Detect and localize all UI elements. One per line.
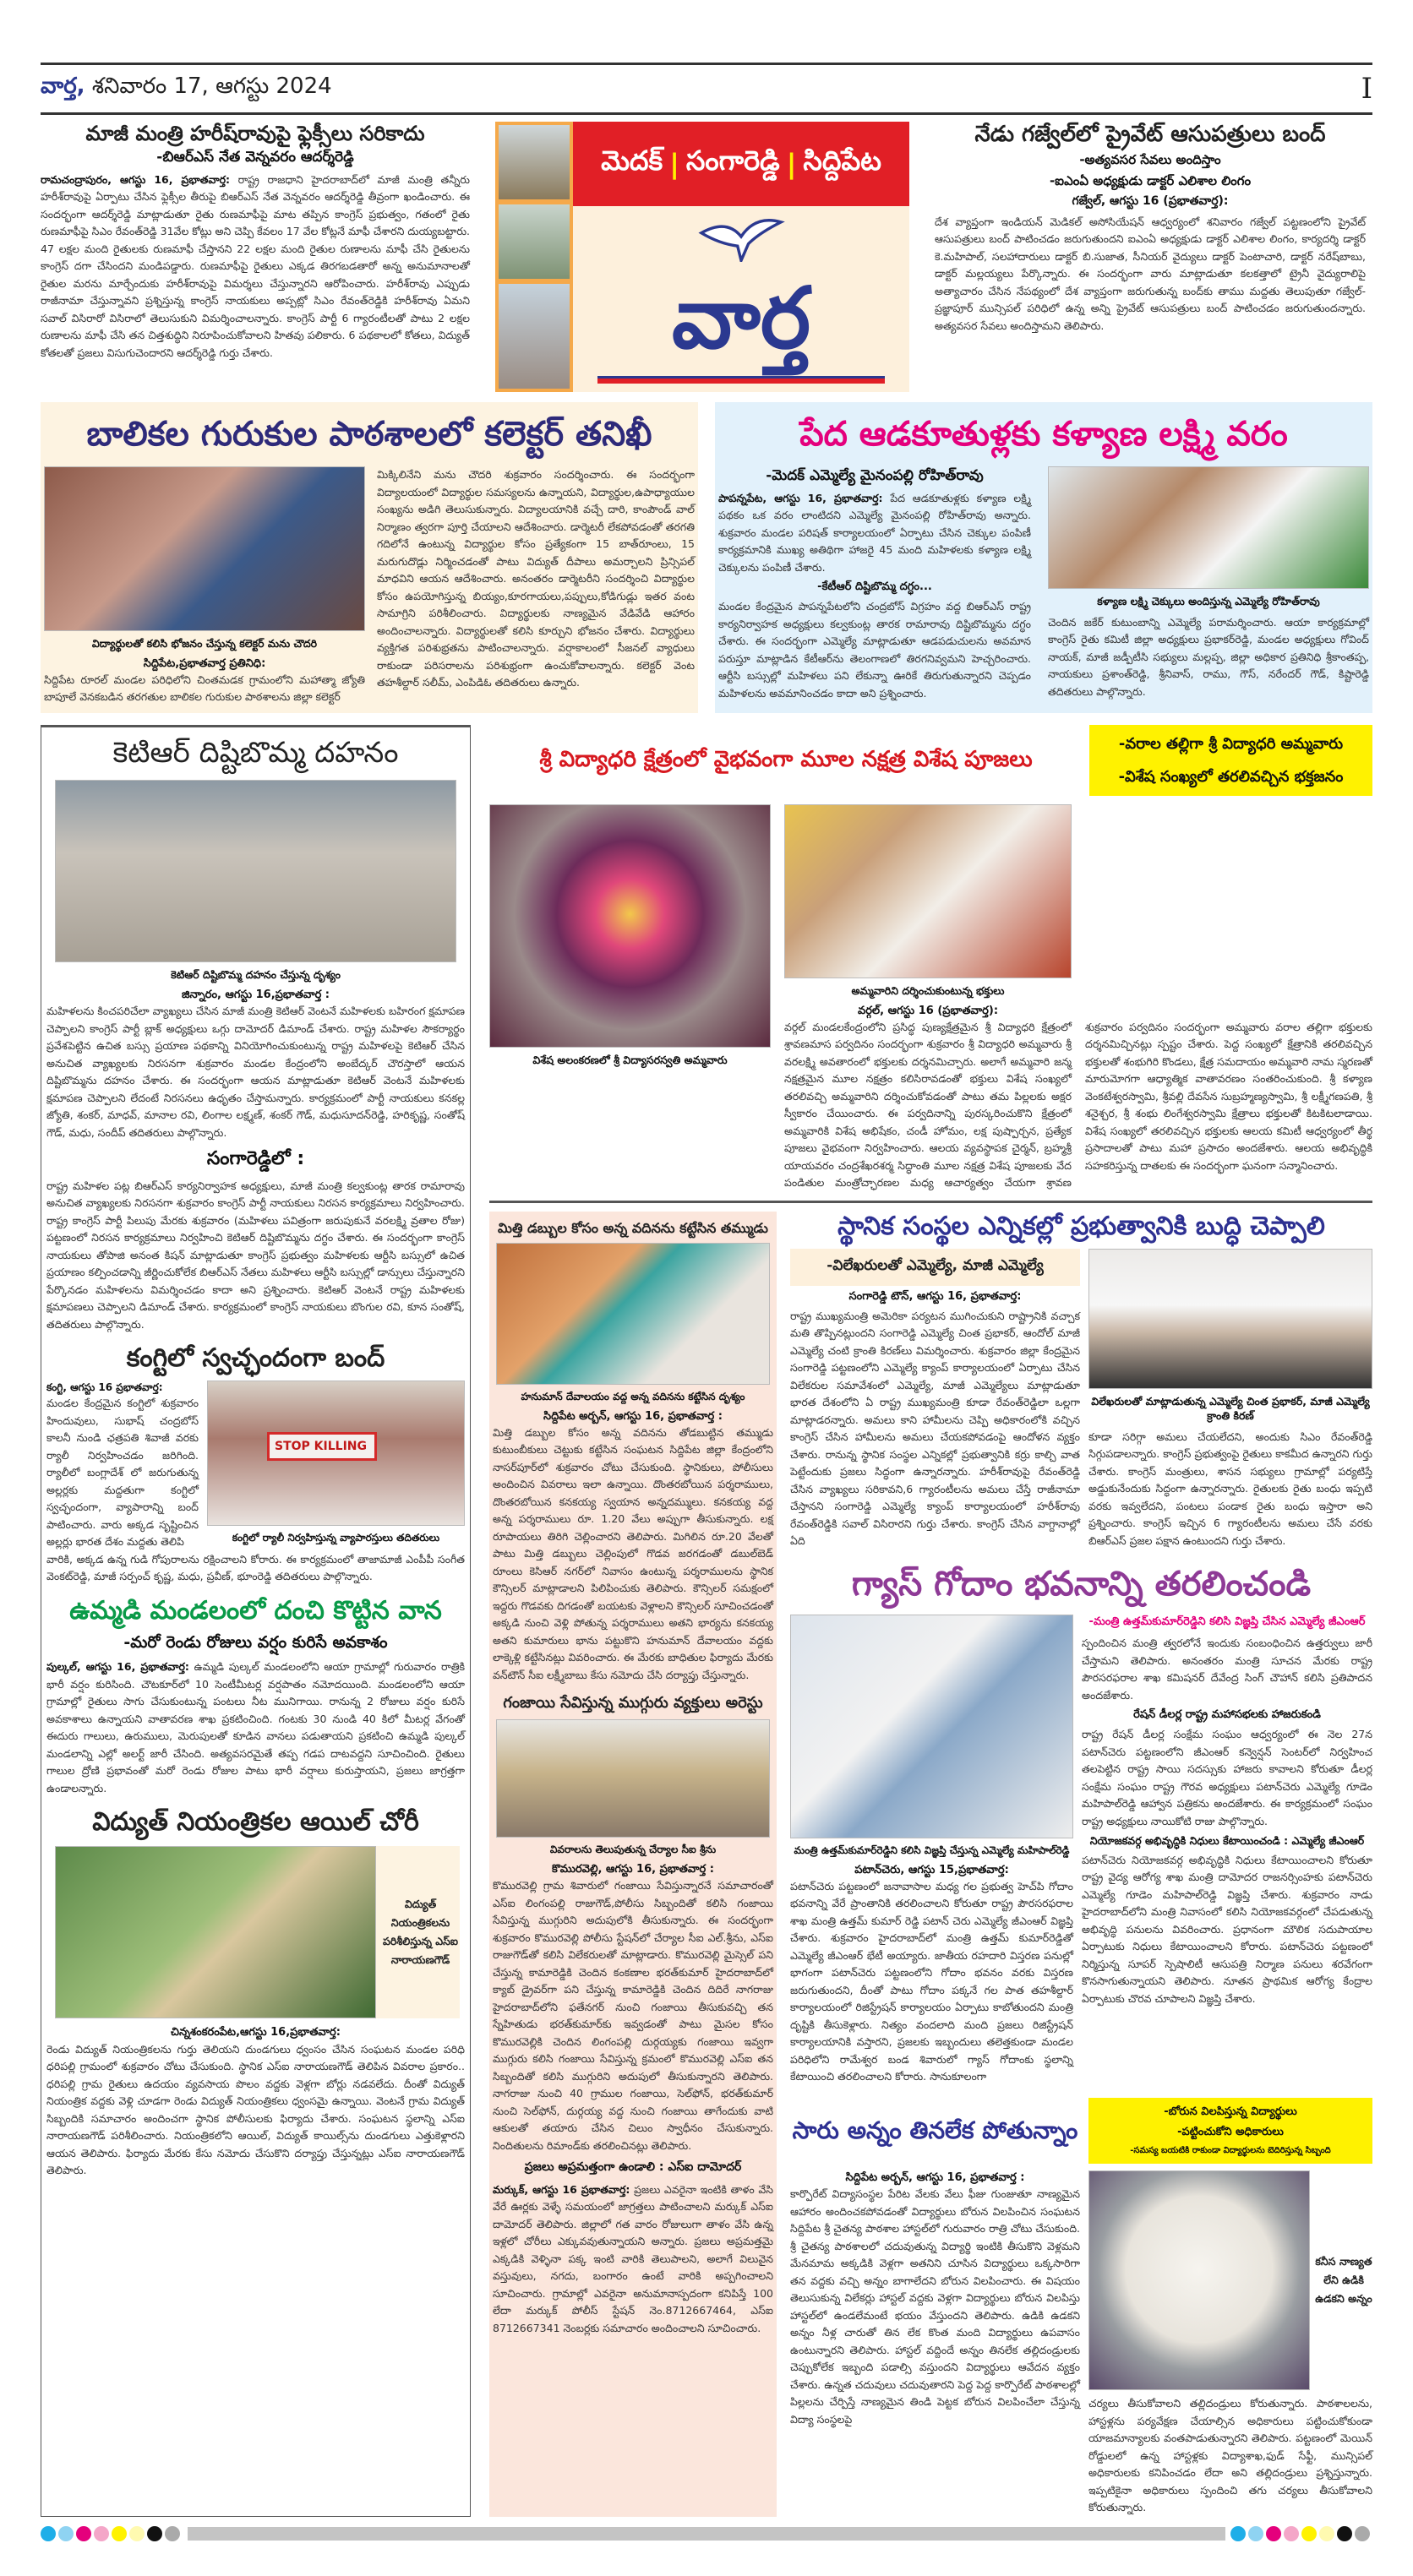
print-registration-bar bbox=[41, 2525, 1372, 2542]
headline: గ్యాస్ గోదాం భవనాన్ని తరలించండి bbox=[851, 1564, 1312, 1604]
story-gurukula bbox=[41, 402, 698, 713]
article-body: పటాన్‌చెరు పట్టణంలో జనావాసాల మధ్య గల ప్రభుత్వ హెచ్‌పి గోదాం భవనాన్ని వేరే ప్రాంతానికి తరలించాలని కోరుతూ రాష్ట్ర పౌరసరఫరాల శాఖ మంత్రి ఉత్తమ్ కుమార్ రెడ్డి పటాన్ చెరు ఎమ్మెల్యే జీఎంఆర్ విజ్ఞప్తి చేశారు. శుక్రవారం హైదరాబాద్‌లో మంత్రి ఉత్తమ్ కుమార్‌రెడ్డితో ఎమ్మెల్యే జీఎంఆర్ భేటీ అయ్యారు. జాతీయ రహదారి విస్తరణ పనుల్లో భాగంగా పటాన్‌చెరు పట్టణంలోని గోదాం భవనం వరకు విస్తరణ జరుగుతుందని, దీంతో పాటు గోదాం పక్కనే గల పాత తహశీల్దార్ కార్యాలయంలో రిజిస్ట్రేషన్ కార్యాలయం ఏర్పాటు కాబోతుందని మంత్రి దృష్టికి తీసుకెళ్లారు. నిత్యం వందలాది మంది ప్రజలు రిజిస్ట్రేషన్ కార్యాలయానికి వస్తారని, ప్రజలకు ఇబ్బందులు తలెత్తకుండా మండల పరిధిలోని రామేశ్వర బండ శివారులో గ్యాస్ గోదాంకు స్థలాన్ని కేటాయించి తరలించాలని కోరారు. సానుకూలంగా bbox=[790, 1879, 1073, 2083]
masthead-logo: వార్త bbox=[671, 269, 811, 368]
dateline: సిద్దిపేట అర్బన్, ఆగస్టు 16, ప్రభాతవార్త : bbox=[845, 2171, 1025, 2185]
photo-caption: అమ్మవారిని దర్శించుకుంటున్న భక్తులు bbox=[851, 984, 1005, 998]
subheadline: -ఐఎంఏ అధ్యక్షుడు డాక్టర్ ఎలిశాల లింగం bbox=[1049, 173, 1252, 189]
article-body: పేద ఆడకూతుళ్లకు కళ్యాణ లక్ష్మి పథకం ఒక వరం లాంటిదని ఎమ్మెల్యే మైనంపల్లి రోహిత్‌రావు అన్నారు. శుక్రవారం మండల పరిషత్ కార్యాలయంలో ఏర్పాటు చేసిన చెక్కుల పంపిణీ కార్యక్రమానికి ముఖ్య అతిథిగా హాజరై 45 మంది మహిళలకు కళ్యాణ లక్ష్మి చెక్కులను పంపిణీ చేశారు. bbox=[718, 491, 1031, 574]
subheadline: సంగారెడ్డిలో : bbox=[206, 1148, 305, 1170]
subheadline: -కేటీఆర్ దిష్టిబొమ్మ దగ్ధం... bbox=[817, 580, 932, 594]
district-band: మెదక్ | సంగారెడ్డి | సిద్దిపేట bbox=[573, 122, 909, 206]
fountain-photo bbox=[499, 204, 570, 279]
article-body: పటాన్‌చెరు నియోజకవర్గ అభివృద్ధికి నిధులు కేటాయించాలని కోరుతూ రాష్ట్ర వైద్య ఆరోగ్య శాఖ మంత్రి దామోదర రాజనర్సింహకు పటాన్‌చెరు ఎమ్మెల్యే గూడెం మహిపాల్‌రెడ్డి విజ్ఞప్తి చేశారు. శుక్రవారం నాడు హైదరాబాద్‌లోని మంత్రి నివాసంలో కలిసి నియోజకవర్గంలో చేపడుతున్న అభివృద్ధి పనులను వివరించారు. ప్రధానంగా మౌలిక సదుపాయాల ఏర్పాటుకు నిధులు కేటాయించాలని కోరారు. పటాన్‌చెరు పట్టణంలో నిర్మిస్తున్న సూపర్ స్పెషాలిటీ ఆసుపత్రి నిర్మాణ పనులు శరవేగంగా కొనసాగుతున్నాయని తెలిపారు. నూతన ప్రాథమిక ఆరోగ్య కేంద్రాల ఏర్పాటుకు చొరవ చూపాలని విజ్ఞప్తి చేశారు. bbox=[1082, 1853, 1372, 2005]
photo-caption: హనుమాన్ దేవాలయం వద్ద అన్న వదినను కట్టేసిన దృశ్యం bbox=[521, 1390, 745, 1402]
page-number: I bbox=[1361, 72, 1372, 106]
story-kalyana-lakshmi bbox=[715, 402, 1372, 713]
article-body: ప్రజలు ఎవరైనా ఇంటికి తాళం వేసి వేరే ఊర్లకు వెళ్ళే సమయంలో జాగ్రత్తలు పాటించాలని మర్కుక్ ఎస్ఐ దామోదర్ తెలిపారు. జిల్లాలో గత వారం రోజులుగా తాళం వేసి ఉన్న ఇళ్లలో చోరీలు ఎక్కువవుతున్నాయని అన్నారు. ప్రజలు అప్రమత్తమై ఎక్కడికి వెళ్ళినా పక్క ఇంటి వారికి తెలుపాలని, అలాగే విలువైన వస్తువులు, నగదు, బంగారం ఉంటే వారికి అప్పగించాలని సూచించారు. గ్రామాల్లో ఎవరైనా అనుమానాస్పదంగా కనిపిస్తే 100 లేదా మర్కుక్ పోలీస్ స్టేషన్ నెం.8712667464, ఎస్ఐ 8712667341 నెంబర్లకు సమాచారం అందించాలని సూచించారు. bbox=[493, 2182, 773, 2334]
header-paper-name: వార్త, bbox=[41, 74, 85, 99]
dateline: పాపన్నపేట, ఆగస్టు 16, ప్రభాతవార్త: bbox=[718, 491, 883, 504]
dateline: కంగ్టి, ఆగస్టు 16 ప్రభాతవార్త: bbox=[46, 1381, 163, 1394]
dateline: కొమురవెల్లి, ఆగస్టు 16, ప్రభాతవార్త : bbox=[552, 1862, 714, 1876]
second-row bbox=[41, 402, 1372, 713]
headline: బాలికల గురుకుల పాఠశాలలో కలెక్టర్ తనిఖీ bbox=[86, 415, 652, 454]
goddess-alankaram-photo bbox=[489, 804, 771, 1048]
logo-underline bbox=[597, 376, 885, 384]
minister-meeting-photo bbox=[790, 1615, 1073, 1838]
ganja-arrest-photo bbox=[496, 1719, 770, 1838]
devotees-darshan-photo bbox=[784, 804, 1072, 978]
article-body: ఉమ్మడి పుల్కల్ మండలంలోని ఆయా గ్రామాల్లో గురువారం రాత్రికి భారీ వర్షం కురిసింది. చౌటకూర్‌లో 10 సెంటీమీటర్ల వర్షపాతం నమోదయింది. మండలంలోని ఆయా గ్రామాల్లో రైతులు సాగు చేసుకుంటున్న పంటలు నీట మునిగాయి. రానున్న 2 రోజులు వర్షం కురిసే అవకాశాలు ఉన్నాయని వాతావరణ శాఖ ప్రకటించింది. గంటకు 30 నుండి 40 కిలో మీటర్ల వేగంతో ఈదురు గాలులు, ఉరుములు, మెరుపులతో కూడిన వానలు పడుతాయని ప్రకటించి ఉమ్మడి పుల్కల్ మండలాన్ని ఎల్లో అలర్ట్ జారీ చేసింది. అత్యవసరమైతే తప్ప గడప దాటవద్దని సూచించింది. రైతులు గాలుల ద్రోణి ప్రభావంతో మరో రెండు రోజుల పాటు భారీ వర్షాలు కురుస్తాయని, ప్రజలు జాగ్రత్తగా ఉండాలన్నారు. bbox=[46, 1660, 465, 1794]
story-gajwel bbox=[935, 122, 1366, 335]
article-body: వారికి, అక్కడ ఉన్న గుడి గోపురాలను రక్షించాలని కోరారు. ఈ కార్యక్రమంలో తాజామాజీ ఎంపీపీ సంగీత వెంకట్‌రెడ్డి, మాజీ సర్పంచ్ కృష్ణ, మధు, ప్రవీణ్, భూంరెడ్డి తదితరులు పాల్గొన్నారు. bbox=[46, 1552, 465, 1583]
headline: పేద ఆడకూతుళ్లకు కళ్యాణ లక్ష్మి వరం bbox=[799, 415, 1288, 454]
dateline: పటాన్‌చెరు, ఆగస్టు 15,ప్రభాతవార్త: bbox=[854, 1863, 1009, 1876]
photo-caption: విద్యార్థులతో కలిసి భోజనం చేస్తున్న కలెక్టర్ మను చౌదరి bbox=[91, 637, 318, 650]
article-body: చర్యలు తీసుకోవాలని తల్లిదండ్రులు కోరుతున్నారు. పాఠశాలలను, హాస్టళ్లను పర్యవేక్షణ చేయాల్సిన అధికారులు పట్టించుకోకుండా యాజమాన్యాలకు వంతపాడుతున్నారని తెలిపారు. పట్టణంలో మెయిన్ రోడ్డులలో ఉన్న హాస్టళ్లకు విద్యాశాఖ,ఫుడ్ సేఫ్టీ, మున్సిపల్ అధికారులకు కనిపించడం లేదా అని తల్లిదండ్రులు ప్రశ్నిస్తున్నారు. ఇప్పటికైనా అధికారులు స్పందించి తగు చర్యలు తీసుకోవాలని కోరుతున్నారు. bbox=[1088, 2397, 1372, 2514]
dateline: సిద్దిపేట అర్బన్, ఆగస్టు 16, ప్రభాతవార్త : bbox=[543, 1409, 723, 1423]
subheadline: -పట్టించుకోని అధికారులు bbox=[1177, 2126, 1284, 2139]
district-siddipet: సిద్దిపేట bbox=[803, 144, 881, 177]
headline: నేడు గజ్వేల్‌లో ప్రైవేట్ ఆసుపత్రులు బంద్ bbox=[974, 122, 1326, 147]
subheadline: -మరో రెండు రోజులు వర్షం కురిసే అవకాశం bbox=[123, 1632, 388, 1652]
photo-caption: మంత్రి ఉత్తమ్‌కుమార్‌రెడ్డిని కలిసి విజ్ఞప్తి చేస్తున్న ఎమ్మెల్యే మహిపాల్‌రెడ్డి bbox=[794, 1844, 1070, 1856]
subheadline: నియోజకవర్గ అభివృద్ధికి నిధులు కేటాయించండి : ఎమ్మెల్యే జీఎంఆర్ bbox=[1089, 1834, 1365, 1848]
subheadline: -సమస్య బయటికి రాకుండా విద్యార్థులను బెదిరిస్తున్న సిబ్బంది bbox=[1130, 2146, 1331, 2156]
left-column bbox=[41, 725, 471, 2517]
headline: మిత్తి డబ్బుల కోసం అన్న వదినను కట్టేసిన తమ్ముడు bbox=[498, 1219, 768, 1236]
highlight-box bbox=[1089, 725, 1372, 796]
collector-lunch-photo bbox=[44, 466, 365, 631]
article-body: రాష్ట్ర ముఖ్యమంత్రి అమెరికా పర్యటన ముగించుకుని రాష్ట్రానికి వచ్చాక మతి తొప్పినట్లుందని సంగారెడ్డి ఎమ్మెల్యే చింత ప్రభాకర్, ఆందోల్ మాజీ ఎమ్మెల్యే చంటి క్రాంతి కిరణ్‌లు విమర్శించారు. శుక్రవారం జిల్లా కేంద్రమైన సంగారెడ్డి పట్టణంలోని ఎమ్మెల్యే క్యాంప్ కార్యాలయంలో ఏర్పాటు చేసిన విలేకరుల సమావేశంలో ఎమ్మెల్యే, మాజీ ఎమ్మెల్యేలు మాట్లాడుతూ భారత దేశంలోని ఏ రాష్ట్ర ముఖ్యమంత్రి కూడా రేవంత్‌రెడ్డిలా ఒల్లగా మాట్లాడరన్నారు. అమలు కాని హామీలను చెప్పి అధికారంలోకి వచ్చిన కాంగ్రెస్ చేసిన హామీలను అమలు చేయకపోవడంపై ఆందోళన వ్యక్తం చేశారు. రానున్న స్థానిక సంస్థల ఎన్నికల్లో ప్రభుత్వానికి కర్రు కాల్చి వాత పెట్టేందుకు ప్రజలు సిద్ధంగా ఉన్నారన్నారు. హరీశ్‌రావుపై రేవంత్‌రెడ్డి చేసిన వ్యాఖ్యలు సరికావని,6 గ్యారంటీలను అమలు చేస్తే రాజీనామా చేస్తానని సంగారెడ్డి ఎమ్మెల్యే క్యాంప్ కార్యాలయంలో హరీశ్‌రావు రేవంత్‌రెడ్డికి సవాల్ విసిరారని గుర్తు చేశారు. కాంగ్రెస్ చేసిన వాగ్దానాల్లో ఏది bbox=[790, 1309, 1080, 1548]
subheadline: -విశేష సంఖ్యలో తరలివచ్చిన భక్తజనం bbox=[1118, 767, 1344, 786]
article-body: చెందిన జకేర్ కుటుంబాన్ని ఎమ్మెల్యే పరామర్శించారు. ఆయా కార్యక్రమాల్లో కాంగ్రెస్ రైతు కమిటీ జిల్లా అధ్యక్షులు ప్రభాకర్‌రెడ్డి, మండల అధ్యక్షులు గోవింద్ నాయక్, మాజీ జడ్పీటీసి సభ్యులు మల్లప్ప, జిల్లా అధికార ప్రతినిధి శ్రీకాంతప్ప, నాయకులు ప్రశాంత్‌రెడ్డి, శ్రీనివాస్, రాము, గౌస్, నరేందర్ గౌడ్, కిష్టారెడ్డి తదితరులు పాల్గొన్నారు. bbox=[1048, 615, 1369, 698]
article-body: కార్పొరేట్ విద్యాసంస్థల పేరిట వేలకు వేలు ఫీజు గుంజుతూ నాణ్యమైన ఆహారం అందించకపోవడంతో విద్యార్థులు బోరున విలపించిన సంఘటన సిద్దిపేట శ్రీ చైతన్య పాఠశాల హాస్టల్‌లో గురువారం రాత్రి చోటు చేసుకుంది. శ్రీ చైతన్య పాఠశాలలో చదువుతున్న విద్యార్థి ఇంటికి తీసుకొని వెళ్లమని మేనమామ అక్కడికి వెళ్లగా అతనిని చూసిన విద్యార్థులు ఒక్కసారిగా తన వద్దకు వచ్చి అన్నం బాగాలేదని బోరున విలపించారు. ఈ విషయం తెలుసుకున్న విలేకర్లు హాస్టల్ వద్దకు వెళ్లగా విద్యార్థులు బోరున విలపిస్తు హాస్టల్‌లో ఉండలేమంటే భయం వేస్తుందని తెలిపారు. ఉడికి ఉడకని అన్నం నీళ్ల చారుతో తిన లేక కొంత మంది విద్యార్థులు ఉపవాసం ఉంటున్నారని తెలిపారు. హాస్టల్ వద్దిందే అన్నం తినలేక తల్లిదండ్రులకు చెప్పుకోలేక ఇబ్బంది పడాల్సి వస్తుందని విద్యార్థులు ఆవేదన వ్యక్తం చేశారు. ఉన్నత చదువులు చదువుతారని పెద్ద పెద్ద కార్పొరేట్ పాఠశాలల్లో పిల్లలను చేర్పిస్తే నాణ్యమైన తిండి పెట్టక బోరున విలపించేలా చేస్తున్న విద్యా సంస్థలపై bbox=[790, 2187, 1080, 2426]
press-meet-photo bbox=[1088, 1249, 1372, 1389]
dove-icon bbox=[690, 211, 792, 265]
vidyadhari-header bbox=[489, 725, 1372, 796]
photo-caption: విలేఖరులతో మాట్లాడుతున్న ఎమ్మెల్యే చింత ప్రభాకర్, మాజీ ఎమ్మెల్యే క్రాంతి కిరణ్ bbox=[1091, 1394, 1370, 1423]
headline: కెటిఆర్ దిష్టిబొమ్మ దహనం bbox=[112, 735, 399, 770]
photo-caption: వివరాలను తెలుపుతున్న చేర్యాల సీఐ శ్రీను bbox=[549, 1844, 717, 1856]
photo-caption: విశేష అలంకరణలో శ్రీ విద్యాసరస్వతి అమ్మవారు bbox=[532, 1054, 728, 1067]
masthead bbox=[495, 122, 909, 392]
header-dateline bbox=[41, 74, 332, 104]
church-photo bbox=[499, 284, 570, 389]
article-body: స్పందించిన మంత్రి త్వరలోనే ఇందుకు సంబంధించిన ఉత్తర్వులు జారీ చేస్తామని తెలిపారు. అనంతరం మంత్రి సూచన మేరకు రాష్ట్ర పౌరసరఫరాల శాఖ కమిషనర్ దేవేంద్ర సింగ్ చౌహాన్ కలిసి ప్రతిపాదన అందజేశారు. bbox=[1082, 1637, 1372, 1702]
headline: గంజాయి సేవిస్తున్న ముగ్గురు వ్యక్తులు అరెస్టు bbox=[503, 1694, 763, 1713]
article-body: వర్గల్ మండలకేంద్రంలోని ప్రసిద్ధ పుణ్యక్షేత్రమైన శ్రీ విద్యాధరి క్షేత్రంలో శ్రావణమాస పర్వదినం సందర్భంగా శుక్రవారం శ్రీ విద్యాధరి అమ్మవారు శ్రీ వరలక్ష్మి అవతారంలో భక్తులకు దర్శనమిచ్చారు. అలాగే అమ్మవారి జన్మ నక్షత్రమైన మూల నక్షత్రం కలిసిరావడంతో భక్తులు విశేష సంఖ్యలో తరలివచ్చి అమ్మవారిని దర్శించుకోవడంతో పాటు తమ పిల్లలకు అక్షర స్వీకారం చేయించారు. ఈ పర్వదినాన్ని పురస్కరించుకొని క్షేత్రంలో అమ్మవారికి విశేష అభిషేకం, చండీ హోమం, లక్ష పుష్పార్చన, ప్రత్యేక పూజలు వైభవంగా నిర్వహించారు. ఆలయ వ్యవస్థాపక చైర్మన్, బ్రహ్మశ్రీ యాయవరం చంద్రశేఖరశర్మ సిద్ధాంతి మూల నక్షత్ర విశేష పూజలకు వేద పండితుల మంత్రోచ్ఛారణల మధ్య ఆచార్యత్వం చేయగా శ్రావణ శుక్రవారం పర్వదినం సందర్భంగా అమ్మవారు వరాల తల్లిగా భక్తులకు దర్శనమిచ్చినట్లు స్పష్టం చేశారు. పెద్ద సంఖ్యలో క్షేత్రానికి తరలివచ్చిన భక్తులతో శంభుగిరి కొండలు, క్షేత్ర సమదాయం అమ్మవారి నామ స్మరణతో మారుమోగగా ఆధ్యాత్మిక వాతావరణం సంతరించుకుంది. శ్రీ కళ్యాణ వెంకటేశ్వరస్వామి, శ్రీవల్లి దేవసేన సుబ్రహ్మణ్యస్వామి, శ్రీ లక్ష్మీగణపతి, శ్రీ శనైశ్చర, శ్రీ శంభు లింగేశ్వరస్వామి క్షేత్రాలు భక్తులతో కిటకిటలాడాయి. విశేష సంఖ్యలో తరలివచ్చిన భక్తులకు ఆలయ కమిటీ ఆధ్వర్యంలో తీర్థ ప్రసాదాలతో పాటు మహా ప్రసాదం అందజేశారు. ఆలయ అభివృద్ధికి సహకరిస్తున్న దాతలకు ఈ సందర్భంగా ఘనంగా సన్మానించారు. bbox=[784, 1020, 1372, 1190]
top-row bbox=[41, 122, 1372, 392]
headline: కంగ్టిలో స్వచ్ఛందంగా బంద్ bbox=[126, 1343, 385, 1374]
header-dateline-row bbox=[41, 65, 1372, 112]
subheadline: -విలేఖరులతో ఎమ్మెల్యే, మాజీ ఎమ్మెల్యే bbox=[790, 1249, 1080, 1286]
subheadline: ప్రజలు అప్రమత్తంగా ఉండాలి : ఎస్ఐ దామోదర్ bbox=[524, 2160, 742, 2174]
header-date: శనివారం 17, ఆగస్టు 2024 bbox=[91, 74, 332, 99]
section-divider bbox=[489, 1201, 1372, 1203]
article-body: రెండు విద్యుత్ నియంత్రికలను గుర్తు తెలియని దుండగులు ధ్వంసం చేసిన సంఘటన మండల పరిధి ధరిపల్లి గ్రామంలో శుక్రవారం చోటు చేసుకుంది. స్థానిక ఎస్ఐ నారాయణగౌడ్ తెలిపిన వివరాల ప్రకారం.. ధరిపల్లి గ్రామ రైతులు ఉదయం వ్యవసాయ పొలం వద్దకు వెళ్లగా బోర్లు నడవలేదు. దీంతో విద్యుత్ నియంత్రిక వద్దకు వెళ్లి చూడగా రెండు విద్యుత్ నియంత్రికలు ధ్వంసమై ఉన్నాయి. వెంటనే గ్రామ విద్యుత్ సిబ్బందికి సమాచారం అందించగా స్థానిక పోలీసులకు ఫిర్యాదు చేశారు. సంఘటన స్థలాన్ని ఎస్ఐ నారాయణగౌడ్ పరిశీలించారు. నియంత్రికలోని ఆయిల్, విద్యుత్ కాయిల్స్‌ను దుండగులు ఎత్తుకెళ్లారని ఆయన తెలిపారు. ఫిర్యాదు మేరకు కేసు నమోదు చేసుకొని దర్యాప్తు చేస్తున్నట్లు ఎస్ఐ నారాయణగౌడ్ తెలిపారు. bbox=[46, 2042, 465, 2177]
article-body: మహిళలను కించపరిచేలా వ్యాఖ్యలు చేసిన మాజీ మంత్రి కెటిఆర్ వెంటనే మహిళలకు బహిరంగ క్షమాపణ చెప్పాలని కాంగ్రెస్ పార్టీ బ్లాక్ అధ్యక్షులు ఒగ్గు దామోదర్ డిమాండ్ చేశారు. రాష్ట్ర మహిళల సౌకర్యార్థం ప్రవేశపెట్టిన ఉచిత బస్సు ప్రయాణ పథకాన్ని వినియోగించుకుంటున్న రాష్ట్ర మహిళలపై కెటిఆర్ చేసిన అనుచిత వ్యాఖ్యలకు నిరసనగా శుక్రవారం మండల కేంద్రంలోని అంబేద్కర్ చౌరస్తాలో ఆయన దిష్టిబొమ్మను దహనం చేశారు. ఈ సందర్భంగా ఆయన మాట్లాడుతూ కెటిఆర్ వెంటనే మహిళలకు క్షమాపణ చెప్పాలని లేదంటే నిరసనలు ఉధృతం చేస్తామన్నారు. కార్యక్రమంలో పార్టీ నాయకులు కనకల్ల జ్యోతి, శంకర్, మాధవ్, మానాల రవి, లింగాల లక్ష్మణ్, శంకర్ గౌడ్, మధుసూదన్‌రెడ్డి, హరికృష్ణ, సంతోష్ గౌడ్, మధు, సందీప్ తదితరులు పాల్గొన్నారు. bbox=[46, 1005, 465, 1139]
dateline: పుల్కల్, ఆగస్టు 16, ప్రభాతవార్త: bbox=[46, 1660, 189, 1674]
district-medak: మెదక్ bbox=[601, 144, 663, 177]
headline: ఉమ్మడి మండలంలో దంచి కొట్టిన వాన bbox=[69, 1595, 442, 1626]
photo-caption: కంగ్టిలో ర్యాలీ నిర్వహిస్తున్న వ్యాపారస్తులు తదితరులు bbox=[232, 1532, 440, 1544]
headline: మాజీ మంత్రి హరీష్‌రావుపై ఫ్లెక్సీలు సరికాదు bbox=[85, 122, 425, 145]
masthead-main bbox=[573, 122, 909, 392]
dateline: చిన్నశంకరంపేట,ఆగస్టు 16,ప్రభాతవార్త: bbox=[171, 2026, 341, 2040]
temple-photo bbox=[499, 125, 570, 199]
subheadline: రేషన్ డీలర్ల రాష్ట్ర మహాసభలకు హాజరుకండి bbox=[1133, 1708, 1321, 1722]
lower-section bbox=[41, 725, 1372, 2517]
undercooked-rice-photo bbox=[1088, 2170, 1310, 2390]
headline: స్థానిక సంస్థల ఎన్నికల్లో ప్రభుత్వానికి బుద్ధి చెప్పాలి bbox=[837, 1211, 1325, 1241]
district-sangareddy: సంగారెడ్డి bbox=[685, 144, 780, 177]
article-body: రాష్ట్ర రాజధాని హైదరాబాద్‌లో మాజీ మంత్రి తన్నీరు హరీశ్‌రావుపై ఏర్పాటు చేసిన ఫ్లెక్సీల తీరుపై బిఆర్ఎస్ నేత వెన్నవరం ఆదర్శ్‌రెడ్డి తీవ్రంగా ఖండించారు. ఈ సందర్భంగా ఆదర్శ్‌రెడ్డి మాట్లాడుతూ రైతు రుణమాఫీపై మాట తప్పిన కాంగ్రెస్ ప్రభుత్వం, గతంలో రైతు రుణమాఫీపై సిఎం రేవంత్‌రెడ్డి 31వేల కోట్లు అని చెప్పి కేవలం 17 వేల కోట్లనే మాఫీ చేశారని దుయ్యబట్టారు. 47 లక్షల మంది రైతులకు రుణమాఫీ చేస్తానని 22 లక్షల మంది రైతుల రుణాలను మాఫీ చేసి రైతులను కాంగ్రెస్ దగా చేసిందని మండిపడ్డారు. రుణమాఫీపై రైతులు ఎక్కడ తిరగబడతారో అన్న అనుమానాలతో రైతుల మరను మార్చేందుకు హరీశ్‌రావుపై విమర్శలు చేస్తున్నారని ఆరోపించారు. హరీశ్‌రావు ఎప్పుడు రాజీనామా చేస్తున్నావని ప్రశ్నిస్తున్న కాంగ్రెస్ నాయకులు అప్పట్లో సిఎం రేవంత్‌రెడ్డికి హరీశ్‌రావు ఏమని సవాల్ విసిరారో విసిరాలో తెలుసుకుని విమర్శించాలన్నారు. కాంగ్రెస్ పార్టీ 6 గ్యారంటీలతో పాటు 2 లక్షల రుణాలను మాఫీ చేసి తన చిత్తశుద్ధిని నిరూపించుకోవాలని హితవు పలికారు. 6 పథకాలలో కోతలు, విద్యుత్ కోతలతో ప్రజలు విసుగుచెందారని ఆదర్శ్‌రెడ్డి గుర్తు చేశారు. bbox=[41, 172, 471, 359]
right-stories bbox=[790, 1212, 1372, 2517]
stop-killing-banner: STOP KILLING bbox=[267, 1432, 377, 1461]
article-body: మండల కేంద్రమైన పాపన్నపేటలోని చంద్రబోస్ విగ్రహం వద్ద బిఆర్ఎస్ రాష్ట్ర కార్యనిర్వాహక అధ్యక్షులు కల్వకుంట్ల తారక రామారావు దిష్టిబొమ్మను దగ్ధం చేశారు. ఈ సందర్భంగా ఎమ్మెల్యే మాట్లాడుతూ ఆడపడుచులను అవమాన పరుస్తూ మాట్లాడిన కేటీఆర్‌ను తెలంగాణలో తిరగనివ్వమని హెచ్చరించారు. ఆర్టీసి బస్సుల్లో మహిళలు పని లేకున్నా ఊరికే తిరుగుతున్నారని చెప్పడం మహిళలను అవమానించడం కాదా అని ప్రశ్నించారు. bbox=[718, 600, 1031, 700]
highlight-box bbox=[1088, 2098, 1372, 2164]
headline: సారు అన్నం తినలేక పోతున్నాం bbox=[792, 2116, 1078, 2145]
middle-column bbox=[489, 1212, 777, 2517]
masthead-photo-strip bbox=[495, 122, 573, 392]
header-bottom-rule bbox=[41, 112, 1372, 115]
subheadline: -బిఆర్ఎస్ నేత వెన్నవరం ఆదర్శ్‌రెడ్డి bbox=[156, 148, 354, 166]
photo-caption: కనీస నాణ్యత లేని ఉడికి ఉడకని అన్నం bbox=[1315, 2255, 1372, 2306]
article-body: మిత్తి డబ్బుల కోసం అన్న వదినను తోడబుట్టిన తమ్ముడు కుటుంబీకులు చెట్టుకు కట్టేసిన సంఘటన సిద్దిపేట జిల్లా కేంద్రంలోని నాసర్‌పూర్‌లో శుక్రవారం చోటు చేసుకుంది. స్థానికులు, పోలీసులు అందించిన వివరాలు ఇలా ఉన్నాయి. దొంతరబోయిన పర్శరాములు, దొంతరబోయిన కనకయ్య స్వయాన అన్నదమ్ములు. కనకయ్య వద్ద అన్న పర్శరాములు రూ. 1.20 వేలు అప్పుగా తీసుకున్నారు. లక్ష రూపాయలు తిరిగి చెల్లించారని తెలిపారు. మిగిలిన రూ.20 వేలతో పాటు మిత్తి డబ్బులు చెల్లింపులో గొడవ జరగడంతో డబుల్‌బెడ్ రూంలు కెసిఆర్ నగర్‌లో నివాసం ఉంటున్న పర్శరాములను స్థానిక కౌన్సిలర్ మాట్లాడాలని పిలిపించుకు తెలిపారు. కౌన్సిలర్ సమక్షంలో ఇద్దరు గొడవకు దిగడంతో బయటకు వెళ్లాలని కౌన్సిలర్ సూచించడంతో అక్కడి నుంచి వెళ్లి పోతున్న పర్శరాములు అతని భార్యను కనకయ్య అతని కుమారులు భాను పట్టుకొని హనుమాన్ దేవాలయం వద్దకు లాక్కెళ్లి కట్టేసినట్లు వివరించారు. ఈ మేరకు బాధితుల ఫిర్యాదు మేరకు వన్‌టౌన్ సీఐ లక్ష్మీబాబు కేసు నమోదు చేసి దర్యాప్తు చేస్తున్నారు. bbox=[493, 1425, 773, 1681]
cheque-distribution-photo bbox=[1048, 466, 1369, 589]
dateline: సంగారెడ్డి టౌన్, ఆగస్టు 16, ప్రభాతవార్త: bbox=[848, 1289, 1022, 1303]
ktr-effigy-burning-photo bbox=[55, 780, 456, 962]
kangti-rally-photo bbox=[207, 1381, 465, 1526]
top-margin bbox=[41, 0, 1372, 63]
headline: విద్యుత్ నియంత్రికల ఆయిల్ చోరీ bbox=[92, 1807, 419, 1838]
article-body: మండల కేంద్రమైన కంగ్టిలో శుక్రవారం హిందువులు, సుభాష్ చంద్రబోస్ కాలనీ నుండి ఛత్రపతి శివాజీ వరకు ర్యాలీ నిర్వహించడం జరిగింది. ర్యాలీలో బంగ్లాదేశ్ లో జరుగుతున్న అల్లర్లకు మద్దతుగా కంగ్టిలో స్వచ్ఛందంగా, వ్యాపారాన్ని బంద్ పాటించారు. వారు అక్కడ సృష్టించిన అల్లర్లు భారత దేశం మద్దతు తెలిపి bbox=[46, 1397, 199, 1549]
photo-caption: కళ్యాణ లక్ష్మి చెక్కులు అందిస్తున్న ఎమ్మెల్యే రోహిత్‌రావు bbox=[1097, 595, 1320, 607]
vidyadhari-story bbox=[489, 804, 1372, 1192]
dateline: వర్గల్, ఆగస్టు 16 (ప్రభాతవార్త): bbox=[857, 1004, 999, 1017]
article-body: కూడా సరిగ్గా అమలు చేయలేదని, అందుకు సిఎం రేవంత్‌రెడ్డి సిగ్గుపడాలన్నారు. కాంగ్రెస్ ప్రభుత్వంపై రైతులు కాకమీద ఉన్నారని గుర్తు చేశారు. కాంగ్రెస్ మంత్రులు, శాసన సభ్యులు గ్రామాల్లో పర్యటిస్తే అడ్డుకునేందుకు సిద్ధంగా ఉన్నారన్నారు. రైతులకు రైతు బంధు ఇప్పటి వరకు ఇవ్వలేదని, పంటలు పండాక రైతు బంధు ఇస్తారా అని ప్రశ్నించారు. కాంగ్రెస్ ఇచ్చిన 6 గ్యారంటీలను అమలు చేసే వరకు బిఆర్ఎస్ ప్రజల పక్షాన ఉంటుందని గుర్తు చేశారు. bbox=[1088, 1430, 1372, 1547]
story-harish bbox=[41, 122, 470, 362]
subheadline: -మెదక్ ఎమ్మెల్యే మైనంపల్లి రోహిత్‌రావు bbox=[766, 467, 984, 484]
article-body: రాష్ట్ర రేషన్ డీలర్ల సంక్షేమ సంఘం ఆధ్వర్యంలో ఈ నెల 27న పటాన్‌చెరు పట్టణంలోని జీఎంఆర్ కన్వెన్షన్ సెంటర్‌లో నిర్వహించ తలపెట్టిన రాష్ట్ర సాయి సదస్సుకు హాజరు కావాలని కోరుతూ డీలర్ల సంక్షేమ సంఘం రాష్ట్ర గౌరవ అధ్యక్షులు పటాన్‌చెరు ఎమ్మెల్యే గూడెం మహిపాల్‌రెడ్డి ఆహ్వాన పత్రికను అందజేశారు. ఈ కార్యక్రమంలో సంఘం రాష్ట్ర అధ్యక్షులు నాయికోటి రాజు పాల్గొన్నారు. bbox=[1082, 1728, 1372, 1827]
vidyut-photo-block bbox=[55, 1846, 460, 2018]
dateline: మర్కుక్, ఆగస్టు 16 ప్రభాతవార్త: bbox=[493, 2182, 630, 2196]
transformer-inspection-photo bbox=[55, 1846, 376, 2018]
article-body: సిద్దిపేట రూరల్ మండల పరిధిలోని చింతమడక గ్రామంలోని మహాత్మా జ్యోతి బాపూలే వెనకబడిన తరగతుల బాలికల గురుకుల పాఠశాలను జిల్లా కలెక్టర్ bbox=[44, 673, 365, 704]
dateline: గజ్వేల్, ఆగస్టు 16 (ప్రభాతవార్త): bbox=[1072, 194, 1229, 209]
photo-caption: విద్యుత్ నియంత్రికలను పరిశీలిస్తున్న ఎస్ఐ నారాయణగౌడ్ bbox=[382, 1898, 459, 1967]
dateline: సిద్దిపేట,ప్రభాతవార్త ప్రతినిధి: bbox=[143, 656, 266, 670]
article-body: మిక్కిలినేని మను చౌదరి శుక్రవారం సందర్శించారు. ఈ సందర్భంగా విద్యాలయంలో విద్యార్థుల సమస్యలను ఉన్నాయని, విద్యార్థుల,ఉపాధ్యాయుల సంఖ్యను అడిగి తెలుసుకున్నారు. విద్యాలయానికి వచ్చే దారి, కాంపౌండ్ వాల్ నిర్మాణం త్వరగా పూర్తి చేయాలని ఆదేశించారు. డార్మెటరీ లేకపోవడంతో తరగతి గదిలోనే ఉంటున్న విద్యార్థుల కోసం ప్రత్యేకంగా 15 బాత్‌రూంలు, 15 మరుగుదొడ్లు నిర్మించడంతో పాటు విద్యుత్ దీపాలు అమర్చాలని ప్రిన్సిపల్ మాధవిని ఆయన ఆదేశించారు. అనంతరం డార్మెటరీని సందర్శించి విద్యార్థుల కోసం ఉపయోగిస్తున్న బియ్యం,కూరగాయలు,పప్పులు,కోడిగుడ్లు ఇతర వంట సామాగ్రిని పరిశీలించారు. విద్యార్థులకు నాణ్యమైన వేడివేడి ఆహారం అందించాలన్నారు. విద్యార్థులతో కలిసి కూర్చుని భోజనం చేశారు. విద్యార్థులు వ్యక్తిగత పరిశుభ్రతను పాటించాలన్నారు. వర్షాకాలంలో సీజనల్ వ్యాధులు రాకుండా పరిసరాలను పరిశుభ్రంగా ఉంచుకోవాలన్నారు. కలెక్టర్ వెంట తహశీల్దార్ సలీమ్, ఎంపిడిఓ తదితరులు ఉన్నారు. bbox=[377, 468, 695, 689]
right-area bbox=[489, 725, 1372, 2517]
article-body: కొమురవెల్లి గ్రామ శివారులో గంజాయి సేవిస్తున్నారనే సమాచారంతో ఎస్ఐ లింగంపల్లి రాజుగౌడ్,పోలీసు సిబ్బందితో కలిసి గంజాయి సేవిస్తున్న ముగ్గురిని అదుపులోకి తీసుకున్నారు. ఈ సందర్భంగా శుక్రవారం కొమురవెల్లి పోలీసు స్టేషన్‌లో చేర్యాల సీఐ ఎల్.శ్రీను, ఎస్ఐ రాజుగౌడ్‌తో కలిసి విలేకరులతో మాట్లాడారు. కొమురవెల్లి మైస్సెల్ పని చేస్తున్న కామారెడ్డికి చెందిన కంకణాల భరత్‌కుమార్ హైదరాబాద్‌లో క్యాబ్ డ్రైవర్‌గా పని చేస్తున్న కామారెడ్డికి చెందిన దిదిరే నాగరాజు హైదరాబాద్‌లోని ఫతేనగర్ నుంచి గంజాయి తీసుకువచ్చి తన స్నేహితుడు భరత్‌కుమార్‌కు ఇవ్వడంతో పాటు మైసల కోసం కొమురవెల్లికి చెందిన లింగంపల్లి దుర్గయ్యకు గంజాయి ఇవ్వగా ముగ్గురు కలిసి గంజాయి సేవిస్తున్న క్రమంలో కొమురవెల్లి ఎస్ఐ తన సిబ్బందితో కలిసి ముగ్గురిని అదుపులో తీసుకున్నారని తెలిపారు. నాగరాజు నుంచి 40 గ్రాముల గంజాయి, సెల్‌ఫోన్, భరత్‌కుమార్ నుంచి సెల్‌ఫోన్, దుర్గయ్య వద్ద నుంచి గంజాయి తాగేందుకు వాటి ఆకులతో తయారు చేసిన చిలుం స్వాధీనం చేసుకున్నారు. నిందితులను రిమాండ్‌కు తరలించినట్లు తెలిపారు. bbox=[493, 1879, 773, 2152]
dateline: జిన్నారం, ఆగస్టు 16,ప్రభాతవార్త : bbox=[181, 988, 330, 1001]
headline: శ్రీ విద్యాధరి క్షేత్రంలో వైభవంగా మూల నక్షత్ర విశేష పూజలు bbox=[539, 747, 1033, 773]
subheadline: -అత్యవసర సేవలు అందిస్తాం bbox=[1079, 152, 1221, 168]
dateline: రామచంద్రాపురం, ఆగస్టు 16, ప్రభాతవార్త: bbox=[41, 172, 230, 186]
article-body: దేశ వ్యాప్తంగా ఇండియన్ మెడికల్ అసోసియేషన్ ఆధ్వర్యంలో శనివారం గజ్వేల్ పట్టణంలోని ప్రైవేట్ ఆసుపత్రులు బంద్ పాటించడం జరుగుతుందని ఐఎంఏ అధ్యక్షుడు డాక్టర్ ఎలిశాల లింగం, కార్యదర్శి డాక్టర్ కె.మహిపాల్, సలహాదారులు డాక్టర్ బి.సుజాత, సీనియర్ వైద్యులు డాక్టర్ పెంటాచారి, డాక్టర్ నరేష్‌బాబు, డాక్టర్ మల్లయ్యలు పేర్కొన్నారు. ఈ సందర్భంగా వారు మాట్లాడుతూ కలకత్తాలో ట్రైనీ వైద్యురాలిపై అత్యాచారం చేసిన నేపథ్యంలో దేశ వ్యాప్తంగా జరుగుతున్న బంద్‌కు తాము మద్దతు తెలుపుతూ గజ్వేల్-ప్రజ్ఞాపూర్ మున్సిపల్ పరిధిలో ఉన్న అన్ని ప్రైవేట్ ఆసుపత్రులు బంద్ పాటించడం జరుగుతుందన్నారు. అత్యవసర సేవలు అందిస్తామని తెలిపారు. bbox=[935, 215, 1366, 332]
photo-caption: కెటిఆర్ దిష్టిబొమ్మ దహనం చేస్తున్న దృశ్యం bbox=[171, 968, 341, 982]
subheadline: -వరాల తల్లిగా శ్రీ విద్యాధరి అమ్మవారు bbox=[1118, 734, 1344, 753]
hanuman-temple-photo bbox=[496, 1243, 770, 1385]
article-body: రాష్ట్ర మహిళల పట్ల బిఆర్ఎస్ కార్యనిర్వాహక అధ్యక్షులు, మాజీ మంత్రి కల్వకుంట్ల తారక రామారావు అనుచిత వ్యాఖ్యలకు నిరసనగా శుక్రవారం కాంగ్రెస్ పార్టీ నాయకులు నిరసన కార్యక్రమాలు నిర్వహించారు. రాష్ట్ర కాంగ్రెస్ పార్టీ పిలుపు మేరకు శుక్రవారం (మహిళలు పవిత్రంగా జరుపుకునే వరలక్ష్మి వ్రతాల రోజు) పట్టణంలో నిరసన కార్యక్రమాలు నిర్వహించి కెటిఆర్ దిష్టిబొమ్మను దగ్ధం చేశారు. ఈ సందర్భంగా కాంగ్రెస్ నాయకులు తోపాజి అనంత కిషన్ మాట్లాడుతూ కాంగ్రెస్ ప్రభుత్వం మహిళలకు ఆర్టీసి బస్సులో ఉచిత ప్రయాణం కల్పించడాన్ని జీర్ణించుకోలేక బిఆర్ఎస్ నేతలు మహిళలు ఆర్టీసి బస్సుల్లో డాన్సులు చేస్తున్నారని పేర్కొనడం మహిళలను విమర్శించడం కాదా అని ప్రశ్నించారు. కెటిఆర్ వెంటనే రాష్ట్ర మహిళలకు క్షమాపణలు చెప్పాలని డిమాండ్ చేశారు. కార్యక్రమంలో కాంగ్రెస్ నాయకులు బొంగుల రవి, కూన సంతోష్, తదితరులు పాల్గొన్నారు. bbox=[46, 1179, 465, 1331]
subheadline: -బోరున విలపిస్తున్న విద్యార్థులు bbox=[1164, 2105, 1297, 2118]
subheadline: -మంత్రి ఉత్తమ్‌కుమార్‌రెడ్డిని కలిసి విజ్ఞప్తి చేసిన ఎమ్మెల్యే జీఎంఆర్ bbox=[1088, 1615, 1366, 1628]
